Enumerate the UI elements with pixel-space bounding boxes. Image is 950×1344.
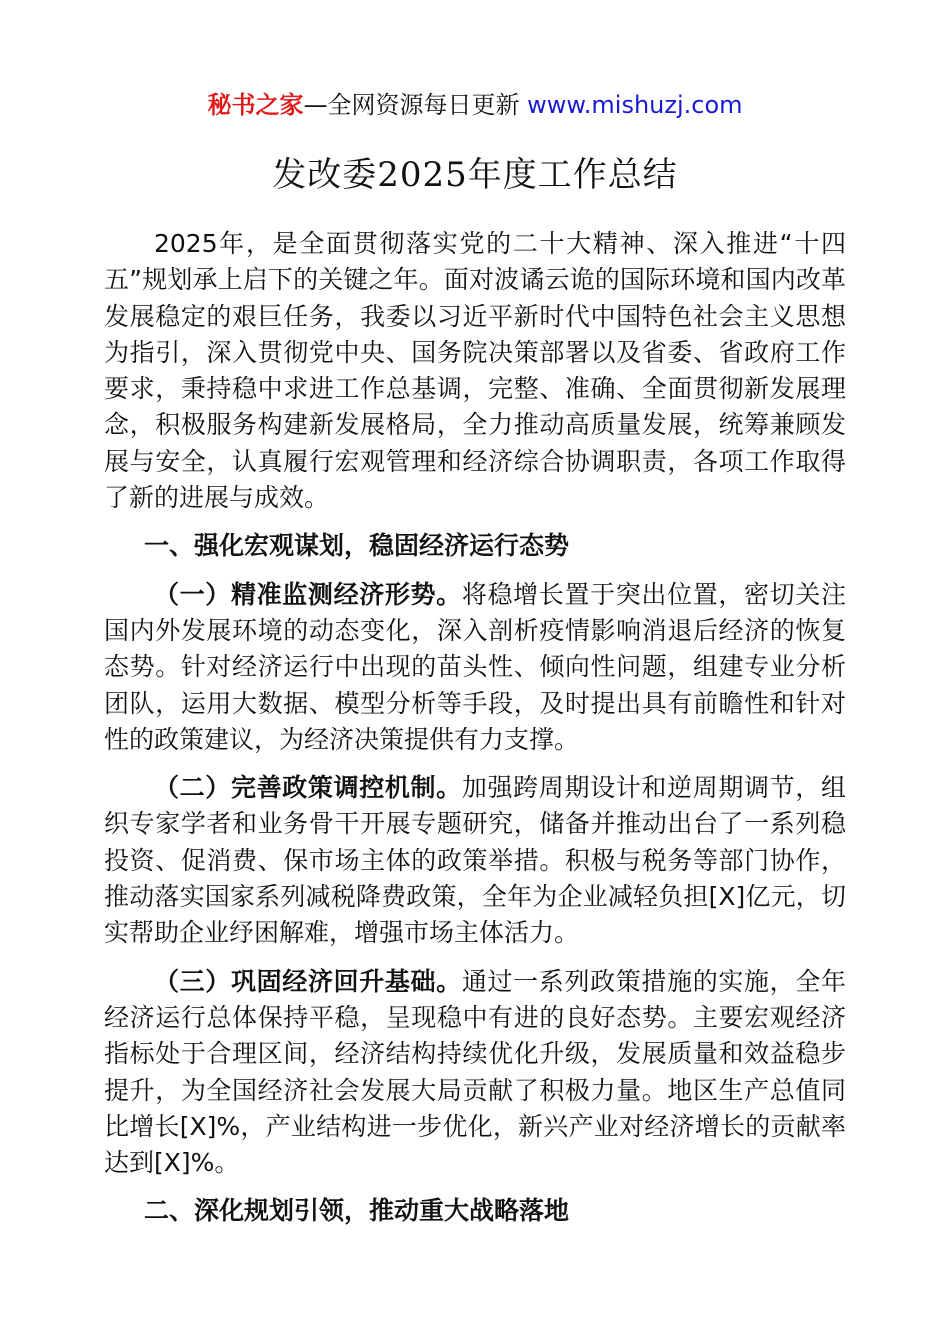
site-header	[0, 88, 950, 122]
item-text: 将稳增长置于突出位置，密切关注国内外发展环境的动态变化，深入剖析疫情影响消退后经济的恢复态势。针对经济运行中出现的苗头性、倾向性问题，组建专业分析团队，运用大数据、模型分析等手段，及时提出具有前瞻性和针对性的政策建议，为经济决策提供有力支撑。	[104, 579, 846, 754]
site-url-link[interactable]: www.mishuzj.com	[527, 91, 743, 119]
section-1-item-3	[104, 964, 846, 1182]
header-tagline: —全网资源每日更新	[303, 91, 520, 119]
item-text: 通过一系列政策措施的实施，全年经济运行总体保持平稳，呈现稳中有进的良好态势。主要宏观经济指标处于合理区间，经济结构持续优化升级，发展质量和效益稳步提升，为全国经济社会发展大局贡献了积极力量。地区生产总值同比增长[X]%，产业结构进一步优化，新兴产业对经济增长的贡献率达到[X]%。	[104, 966, 846, 1178]
document-title: 发改委2025年度工作总结	[272, 155, 678, 195]
section-heading-1: 一、强化宏观谋划，稳固经济运行态势	[144, 531, 570, 561]
intro-paragraph: 2025年，是全面贯彻落实党的二十大精神、深入推进“十四五”规划承上启下的关键之年。面对波谲云诡的国际环境和国内改革发展稳定的艰巨任务，我委以习近平新时代中国特色社会主义思想为指引，深入贯彻党中央、国务院决策部署以及省委、省政府工作要求，秉持稳中求进工作总基调，完整、准确、全面贯彻新发展理念，积极服务构建新发展格局，全力推动高质量发展，统筹兼顾发展与安全，认真履行宏观管理和经济综合协调职责，各项工作取得了新的进展与成效。	[104, 229, 846, 513]
section-1-item-1	[104, 577, 846, 758]
document-body	[104, 226, 846, 1242]
item-text: 加强跨周期设计和逆周期调节，组织专家学者和业务骨干开展专题研究，储备并推动出台了一系列稳投资、促消费、保市场主体的政策举措。积极与税务等部门协作，推动落实国家系列减税降费政策，全年为企业减轻负担[X]亿元，切实帮助企业纾困解难，增强市场主体活力。	[104, 773, 846, 948]
item-lead: （三）巩固经济回升基础。	[154, 966, 462, 996]
section-heading-2: 二、深化规划引领，推动重大战略落地	[144, 1196, 570, 1226]
item-lead: （一）精准监测经济形势。	[154, 579, 462, 609]
brand-name: 秘书之家	[207, 91, 304, 119]
section-1-item-2	[104, 770, 846, 951]
item-lead: （二）完善政策调控机制。	[154, 773, 462, 803]
